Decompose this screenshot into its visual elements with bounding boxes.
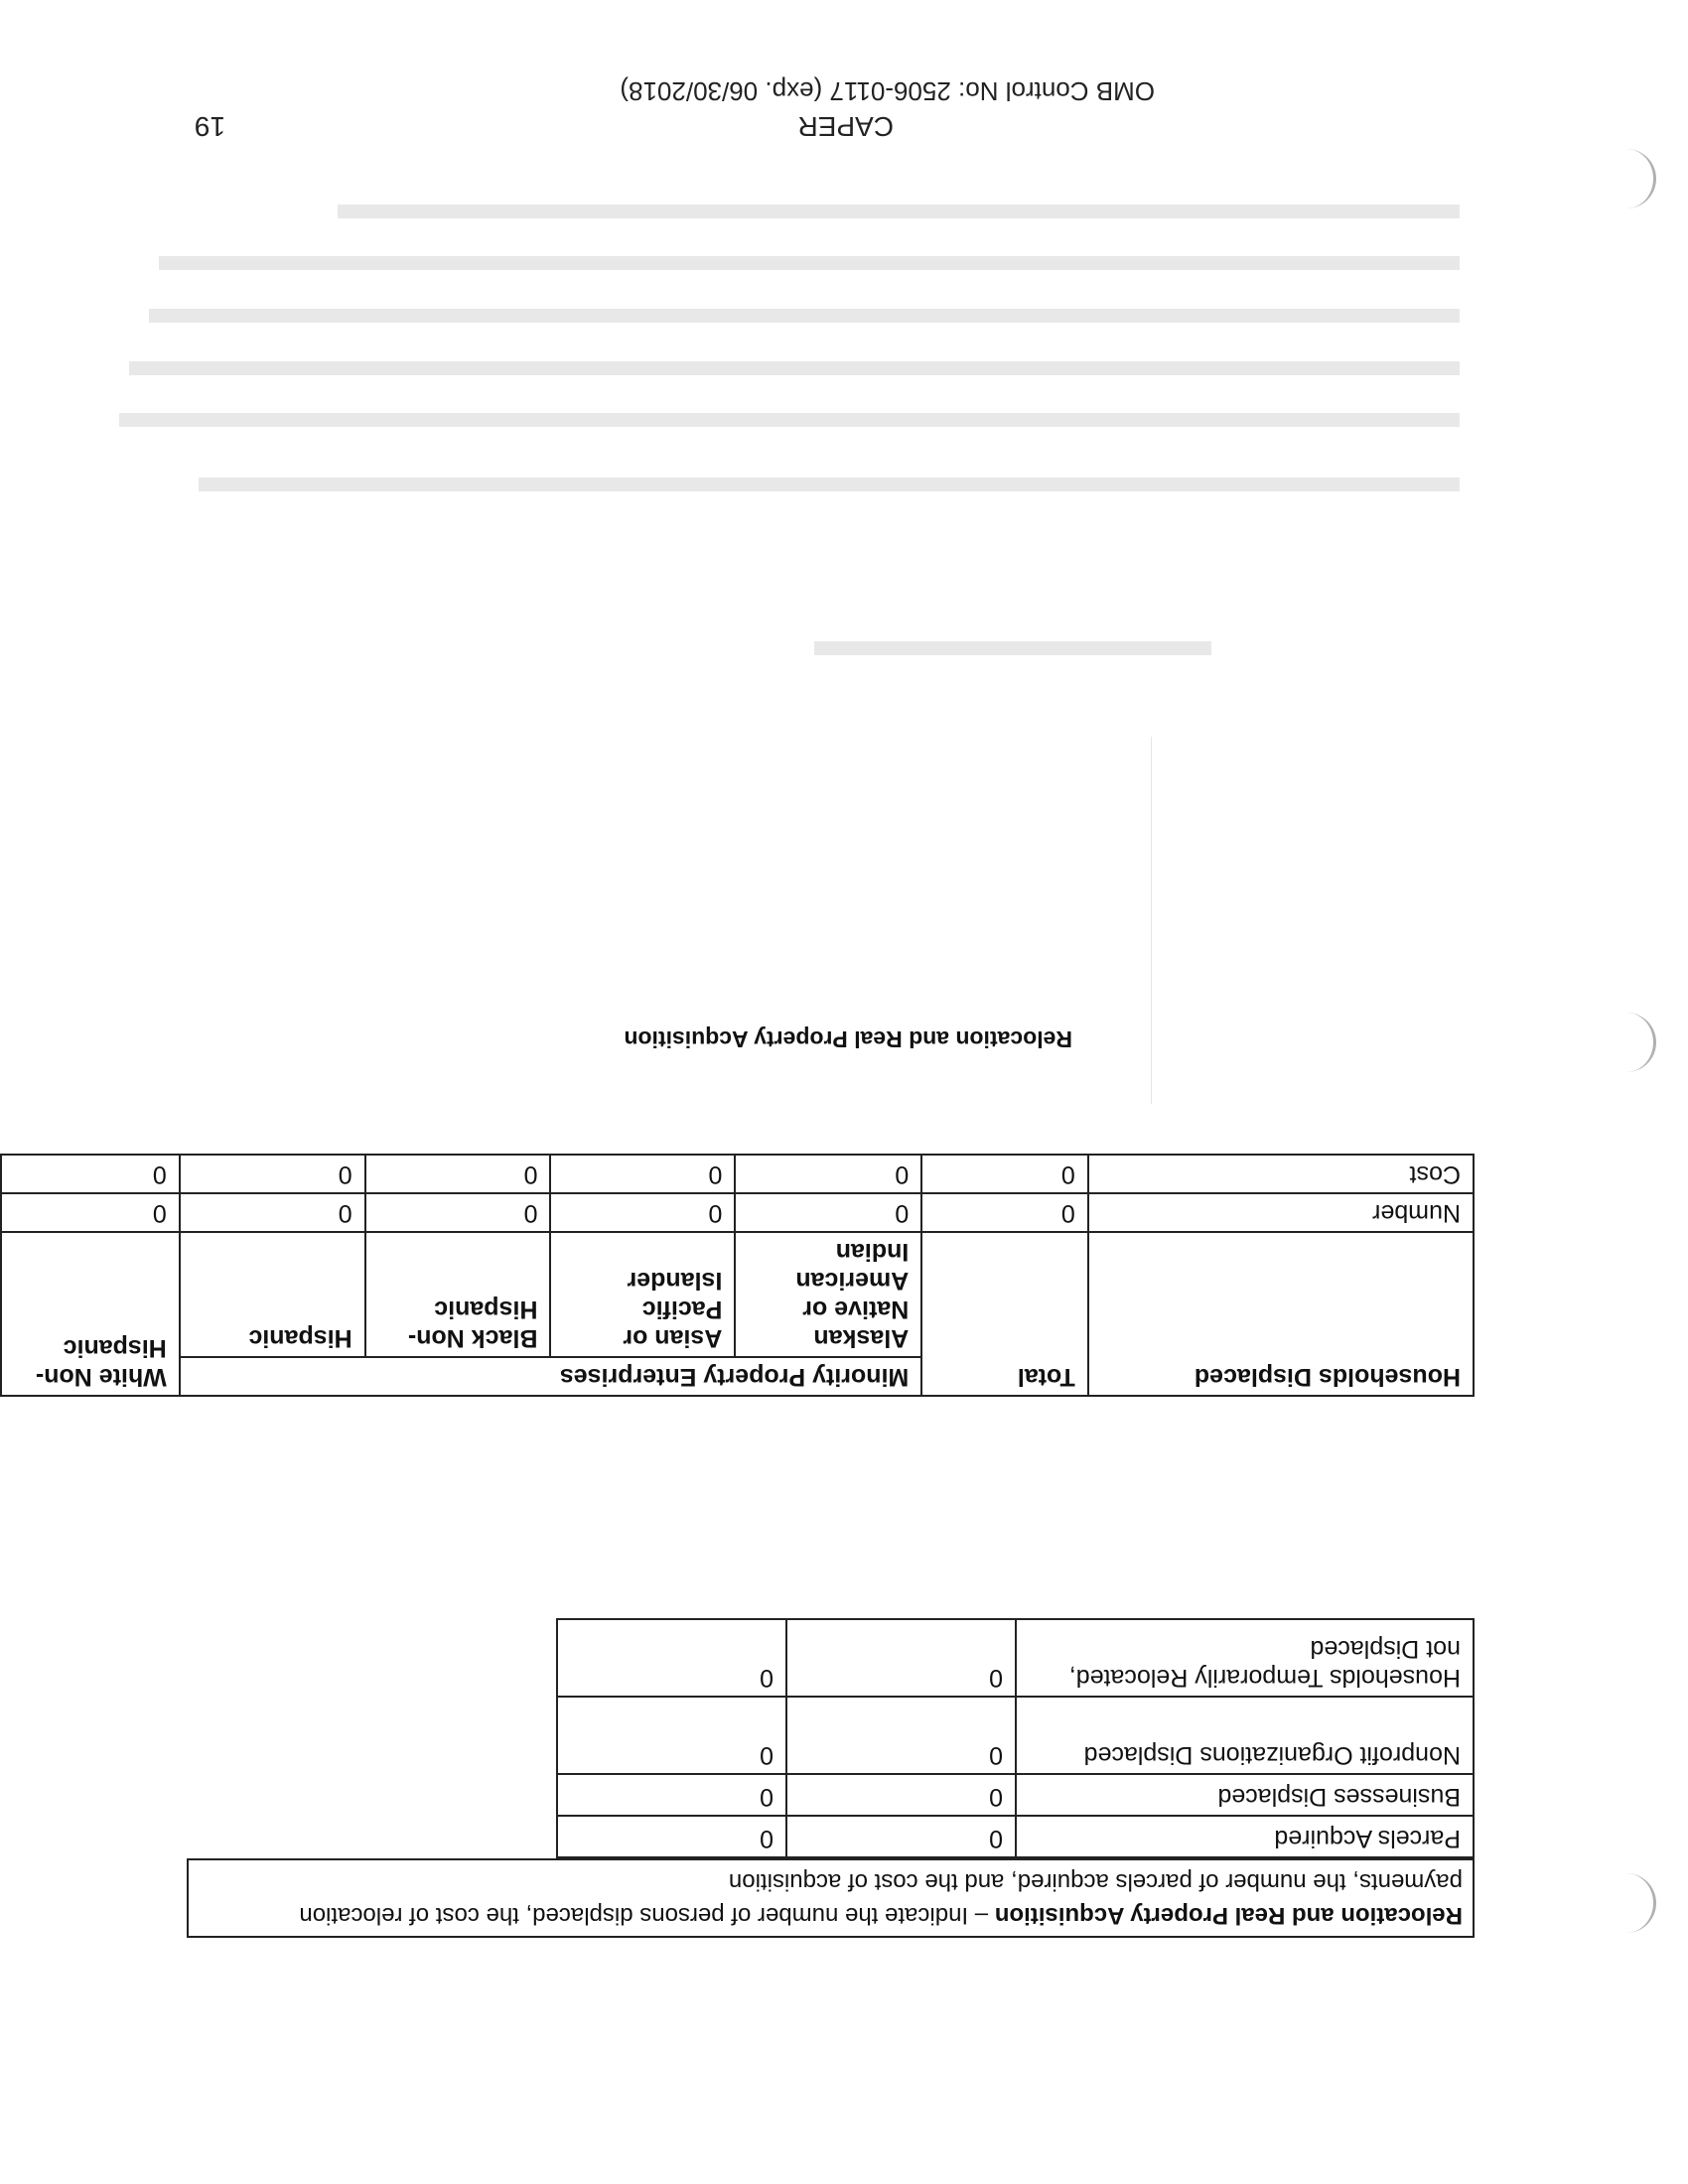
row-label: Number bbox=[1088, 1193, 1474, 1232]
section-title: Relocation and Real Property Acquisition bbox=[994, 1902, 1463, 1929]
cell-value: 0 bbox=[735, 1193, 921, 1232]
cell-value: 0 bbox=[180, 1193, 365, 1232]
bleed-through-line bbox=[149, 309, 1460, 323]
section-instructions: – Indicate the number of persons displaced, the cost of relocation payments, the number of parcels acquired, and the cost of acquisition bbox=[299, 1868, 1463, 1929]
table-row bbox=[557, 1816, 1474, 1857]
omb-control-number: OMB Control No: 2506-0117 (exp. 06/30/2018) bbox=[620, 76, 1155, 106]
bleed-through-line bbox=[119, 413, 1460, 427]
table-row bbox=[1, 1193, 1474, 1232]
white-non-hispanic-header: White Non-Hispanic bbox=[1, 1232, 180, 1396]
row-label: Nonprofit Organizations Displaced bbox=[1016, 1697, 1474, 1774]
cell-value: 0 bbox=[365, 1155, 551, 1193]
asian-pacific-header: Asian or Pacific Islander bbox=[550, 1232, 735, 1357]
cell-value: 0 bbox=[365, 1193, 551, 1232]
cell-value: 0 bbox=[786, 1816, 1016, 1857]
cell-value: 0 bbox=[786, 1697, 1016, 1774]
table-row bbox=[557, 1697, 1474, 1774]
page-number: 19 bbox=[194, 111, 225, 142]
households-displaced-header: Households Displaced bbox=[1088, 1232, 1474, 1396]
table-row bbox=[1, 1155, 1474, 1193]
section-heading bbox=[187, 1858, 1475, 1938]
cell-value: 0 bbox=[735, 1155, 921, 1193]
hole-punch-mark bbox=[1608, 1873, 1656, 1933]
cell-value: 0 bbox=[550, 1155, 735, 1193]
cell-value: 0 bbox=[557, 1816, 786, 1857]
row-label: Parcels Acquired bbox=[1016, 1816, 1474, 1857]
table-header-row bbox=[1, 1357, 1474, 1396]
alaskan-native-header: Alaskan Native or American Indian bbox=[735, 1232, 921, 1357]
cell-value: 0 bbox=[786, 1774, 1016, 1816]
bleed-through-line bbox=[159, 256, 1460, 270]
cell-value: 0 bbox=[557, 1697, 786, 1774]
row-label: Businesses Displaced bbox=[1016, 1774, 1474, 1816]
hole-punch-mark bbox=[1608, 149, 1656, 208]
cell-value: 0 bbox=[921, 1155, 1087, 1193]
cell-value: 0 bbox=[786, 1619, 1016, 1697]
black-non-hispanic-header: Black Non-Hispanic bbox=[365, 1232, 551, 1357]
hole-punch-mark bbox=[1608, 1013, 1656, 1072]
table-row bbox=[557, 1619, 1474, 1697]
cell-value: 0 bbox=[557, 1774, 786, 1816]
households-displaced-table bbox=[0, 1154, 1475, 1397]
row-label: Households Temporarily Relocated, not Displaced bbox=[1016, 1619, 1474, 1697]
bleed-through-line bbox=[129, 361, 1460, 375]
bleed-through-line bbox=[814, 641, 1211, 655]
cell-value: 0 bbox=[1, 1193, 180, 1232]
total-header: Total bbox=[921, 1232, 1087, 1396]
cell-value: 0 bbox=[180, 1155, 365, 1193]
document-title: CAPER bbox=[797, 111, 894, 142]
cell-value: 0 bbox=[1, 1155, 180, 1193]
table-caption: Relocation and Real Property Acquisition bbox=[624, 1026, 1072, 1052]
cell-value: 0 bbox=[557, 1619, 786, 1697]
cell-value: 0 bbox=[550, 1193, 735, 1232]
bleed-through-line bbox=[338, 205, 1460, 218]
hispanic-header: Hispanic bbox=[180, 1232, 365, 1357]
minority-property-enterprises-header: Minority Property Enterprises bbox=[180, 1357, 921, 1396]
acquisition-table bbox=[556, 1618, 1475, 1858]
bleed-through-line bbox=[199, 478, 1460, 491]
cell-value: 0 bbox=[921, 1193, 1087, 1232]
table-row bbox=[557, 1774, 1474, 1816]
row-label: Cost bbox=[1088, 1155, 1474, 1193]
